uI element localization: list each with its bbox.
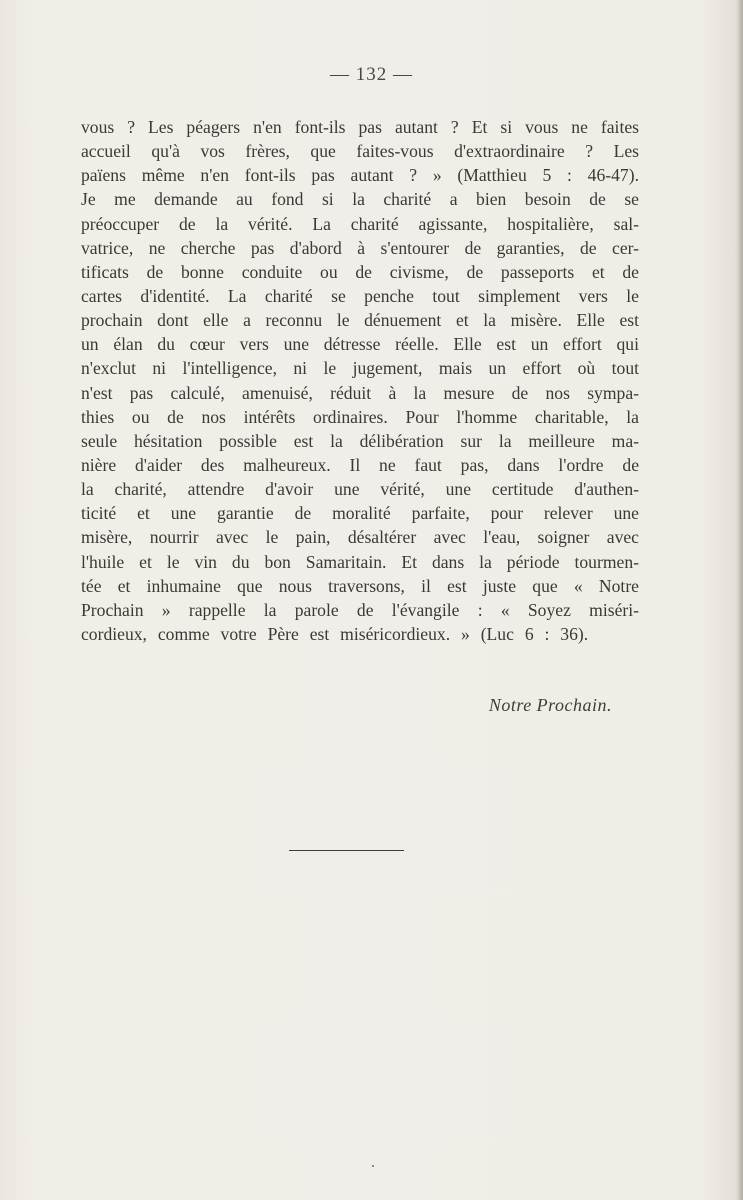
text-line: nière d'aider des malheureux. Il ne faut pas, dans l'ordre de (81, 454, 639, 475)
text-line: tée et inhumaine que nous traversons, il est juste que « Notre (81, 575, 639, 596)
text-line: accueil qu'à vos frères, que faites-vous d'extraordinaire ? Les (81, 141, 639, 162)
text-line: prochain dont elle a reconnu le dénuement et la misère. Elle est (81, 310, 639, 331)
text-line: l'huile et le vin du bon Samaritain. Et dans la période tourmen- (81, 551, 639, 572)
signature: Notre Prochain. (488, 695, 612, 715)
text-line: cordieux, comme votre Père est miséricordieux. » (Luc 6 : 36). (81, 623, 589, 644)
text-line: thies ou de nos intérêts ordinaires. Pour l'homme charitable, la (81, 406, 639, 427)
text-line: tificats de bonne conduite ou de civisme, de passeports et de (81, 261, 639, 282)
text-line: vous ? Les péagers n'en font-ils pas autant ? Et si vous ne faites (81, 117, 639, 137)
text-line: vatrice, ne cherche pas d'abord à s'entourer de garanties, de cer- (81, 237, 639, 258)
text-line: Je me demande au fond si la charité a bien besoin de se (81, 189, 639, 210)
page-edge-shadow (737, 0, 743, 1200)
section-divider (289, 850, 404, 851)
body-text (81, 115, 639, 646)
text-line: ticité et une garantie de moralité parfaite, pour relever une (81, 503, 639, 524)
paper-speck (372, 1165, 374, 1167)
text-line: n'exclut ni l'intelligence, ni le jugement, mais un effort où tout (81, 358, 639, 379)
text-line: misère, nourrir avec le pain, désaltérer avec l'eau, soigner avec (81, 527, 639, 548)
text-line: Prochain » rappelle la parole de l'évangile : « Soyez miséri- (81, 599, 639, 620)
text-line: un élan du cœur vers une détresse réelle. Elle est un effort qui (81, 334, 639, 355)
page-number: — 132 — (330, 64, 413, 85)
text-line: seule hésitation possible est la délibération sur la meilleure ma- (81, 430, 639, 451)
text-line: la charité, attendre d'avoir une vérité, une certitude d'authen- (81, 479, 639, 500)
text-line: n'est pas calculé, amenuisé, réduit à la mesure de nos sympa- (81, 382, 639, 403)
text-line: cartes d'identité. La charité se penche tout simplement vers le (81, 285, 639, 306)
text-line: païens même n'en font-ils pas autant ? » (Matthieu 5 : 46-47). (81, 165, 639, 186)
text-line: préoccuper de la vérité. La charité agissante, hospitalière, sal- (81, 213, 639, 234)
